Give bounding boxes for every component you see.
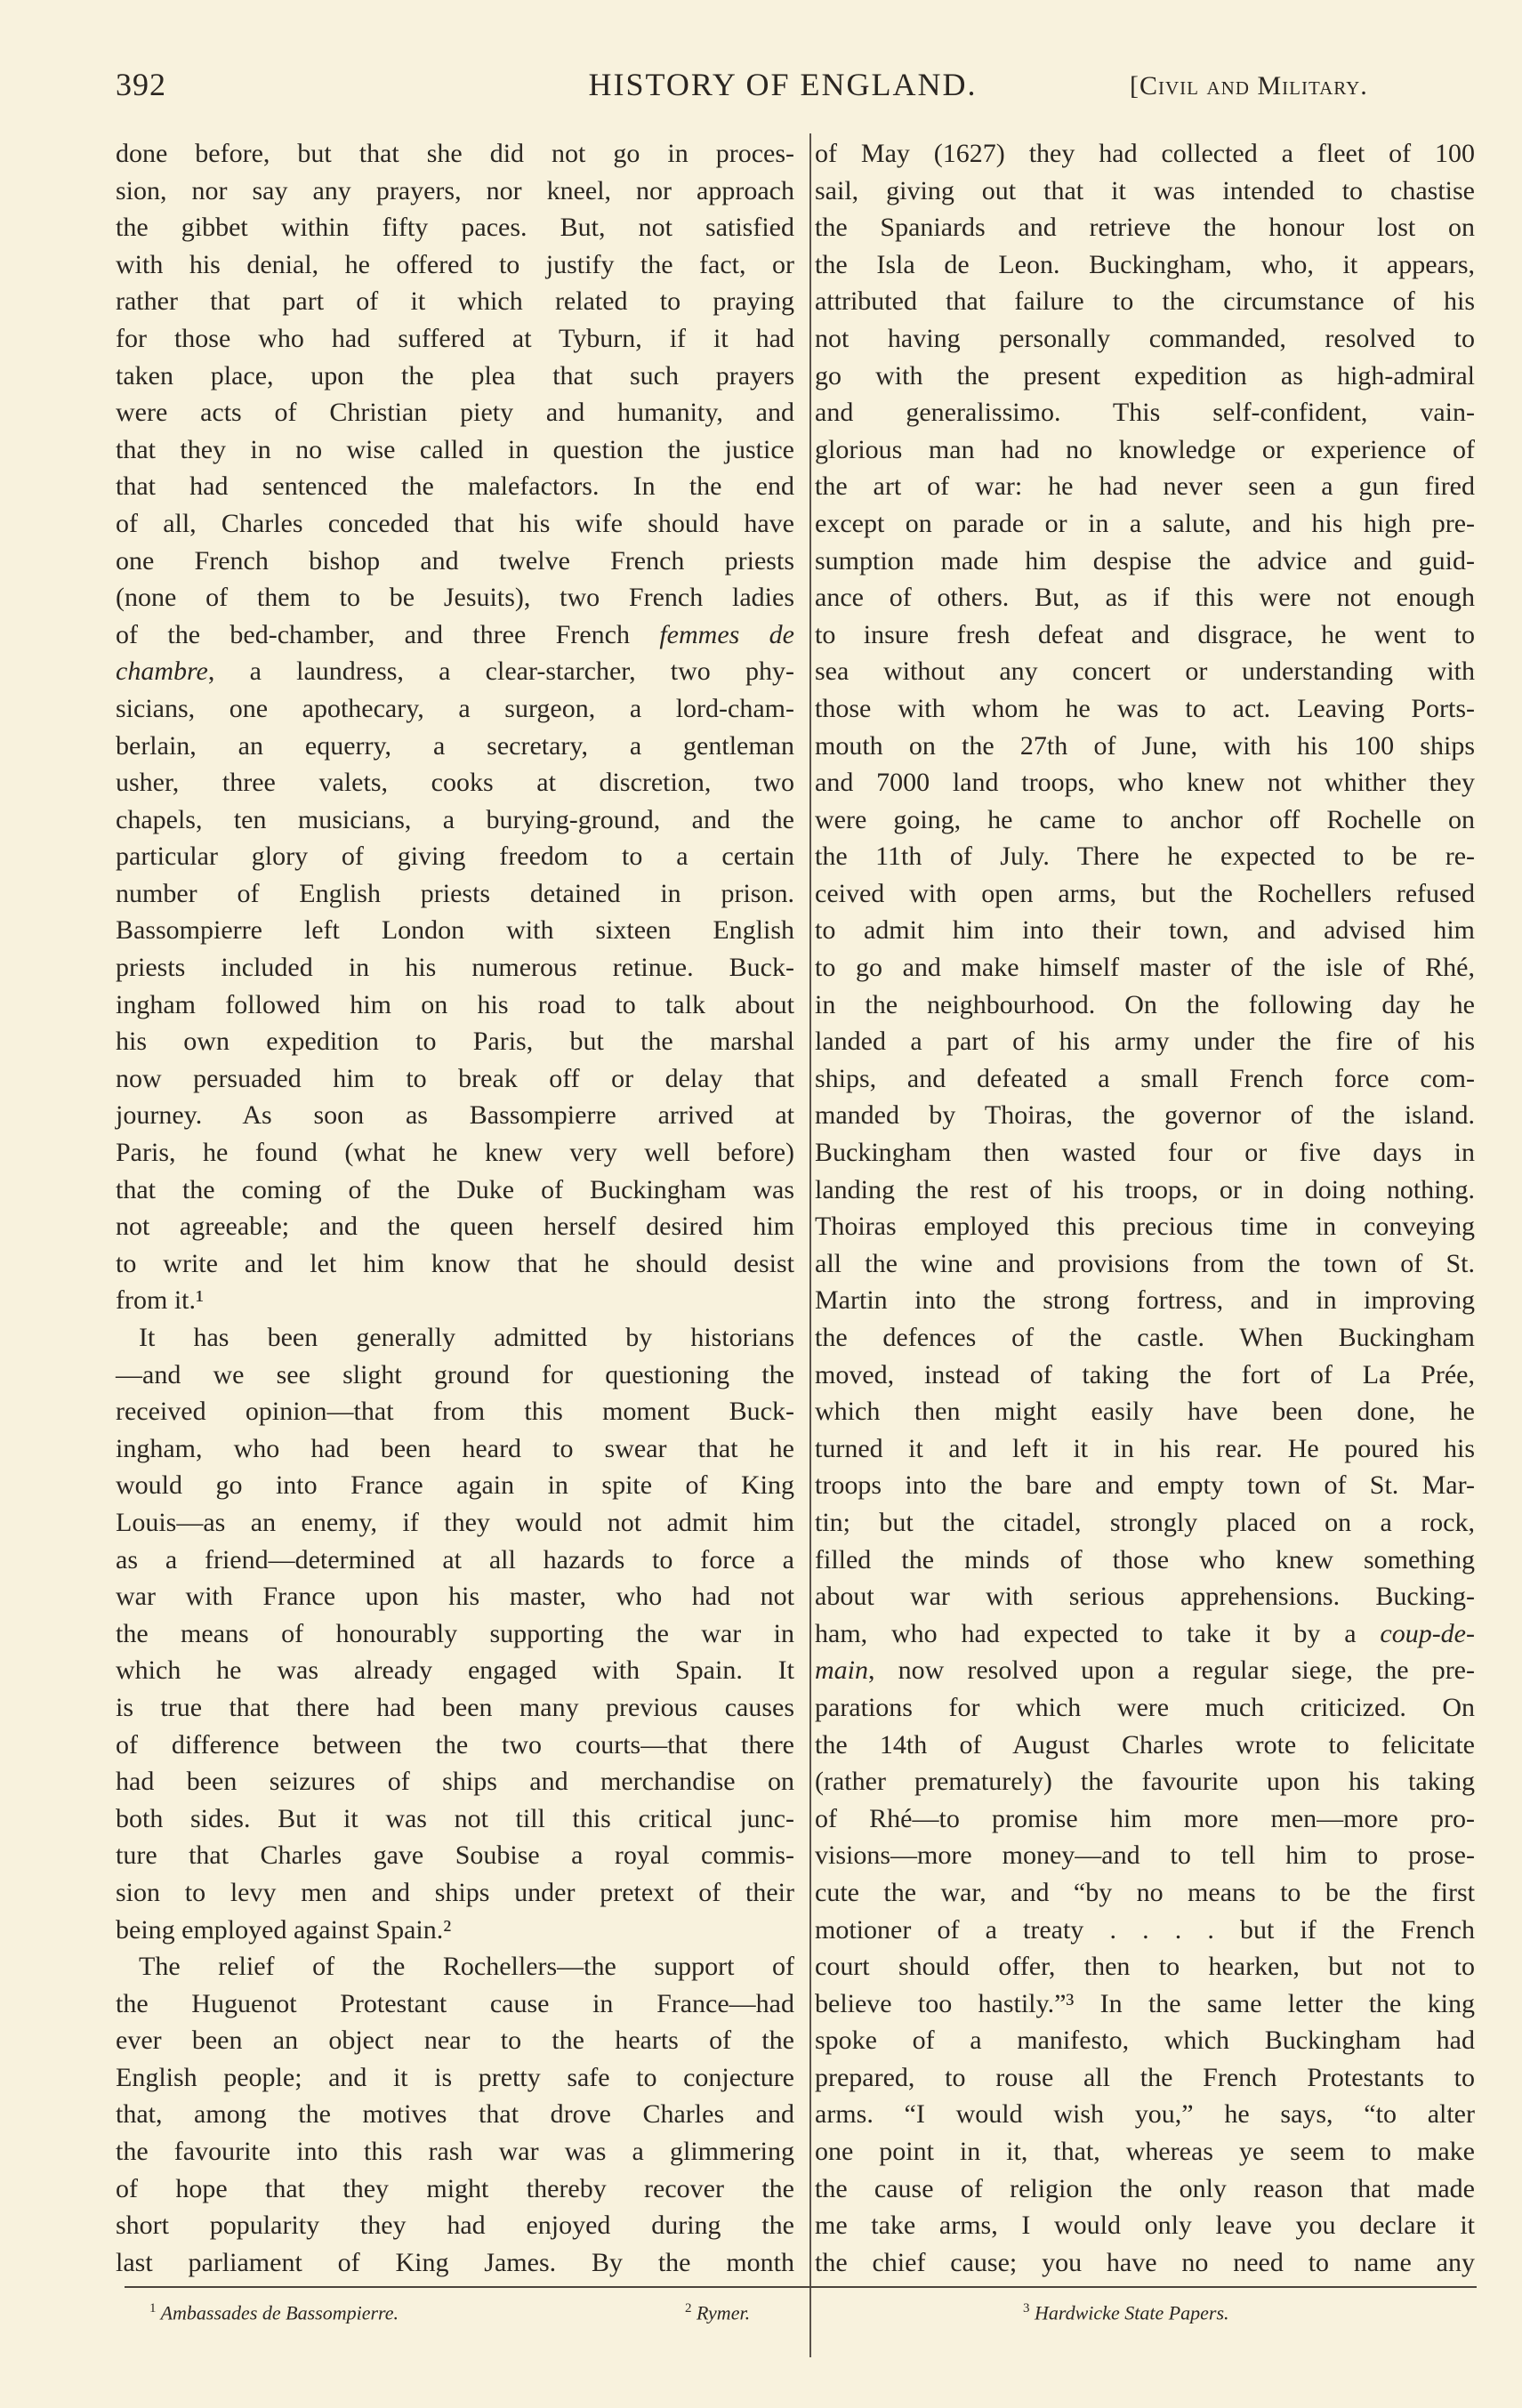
text-line: The relief of the Rochellers—the support of bbox=[139, 1952, 794, 1982]
text-line: which he was already engaged with Spain. It bbox=[116, 1655, 794, 1686]
text-line: the means of honourably supporting the war in bbox=[116, 1618, 794, 1648]
text-line: —and we see slight ground for questioning the bbox=[116, 1359, 794, 1389]
text-line: chapels, ten musicians, a burying-ground, and the bbox=[116, 804, 794, 834]
text-line: troops into the bare and empty town of St. Mar- bbox=[815, 1470, 1475, 1501]
text-line: to write and let him know that he should desist bbox=[116, 1248, 794, 1278]
text-line: ingham, who had been heard to swear that he bbox=[116, 1433, 794, 1463]
text-line: parations for which were much criticized. On bbox=[815, 1692, 1475, 1722]
text-column-left bbox=[116, 135, 794, 2281]
text-line: of Rhé—to promise him more men—more pro- bbox=[815, 1803, 1475, 1833]
text-line: the cause of religion the only reason that made bbox=[815, 2173, 1475, 2203]
running-title: HISTORY OF ENGLAND. bbox=[588, 67, 978, 102]
footnote-3 bbox=[1023, 2295, 1229, 2326]
text-line: priests included in his numerous retinue. Buck- bbox=[116, 953, 794, 983]
text-line: Paris, he found (what he knew very well before) bbox=[116, 1138, 794, 1168]
text-line: glorious man had no knowledge or experience of bbox=[815, 434, 1475, 464]
text-line: one point in it, that, whereas ye seem to make bbox=[815, 2137, 1475, 2167]
text-line: that they in no wise called in question the justice bbox=[116, 434, 794, 464]
text-line: as a friend—determined at all hazards to force a bbox=[116, 1544, 794, 1574]
footnote-mark: 3 bbox=[1023, 2301, 1030, 2315]
section-heading: [Civil and Military. bbox=[1130, 71, 1368, 101]
text-line: all the wine and provisions from the town of St. bbox=[815, 1248, 1475, 1278]
text-line: berlain, an equerry, a secretary, a gentleman bbox=[116, 730, 794, 761]
text-line: Martin into the strong fortress, and in improving bbox=[815, 1285, 1475, 1316]
text-line: the defences of the castle. When Buckingham bbox=[815, 1323, 1475, 1352]
text-line: Buckingham then wasted four or five days in bbox=[815, 1138, 1475, 1168]
text-line bbox=[815, 1652, 1475, 1689]
text-line: usher, three valets, cooks at discretion, two bbox=[116, 768, 794, 798]
text-line: the gibbet within fifty paces. But, not satisfied bbox=[116, 213, 794, 243]
text-line: sail, giving out that it was intended to chastise bbox=[815, 175, 1475, 205]
text-line: which then might easily have been done, he bbox=[815, 1397, 1475, 1427]
footnote-2 bbox=[685, 2295, 750, 2326]
column-divider bbox=[809, 133, 811, 2357]
text-line: particular glory of giving freedom to a certain bbox=[116, 842, 794, 872]
footnote-mark: 1 bbox=[149, 2301, 157, 2315]
text-line: spoke of a manifesto, which Buckingham had bbox=[815, 2025, 1475, 2056]
text-line: and 7000 land troops, who knew not whither they bbox=[815, 768, 1475, 798]
text-line: the Huguenot Protestant cause in France—had bbox=[116, 1988, 794, 2018]
text-line: to insure fresh defeat and disgrace, he went to bbox=[815, 619, 1475, 649]
text-line: last parliament of King James. By the month bbox=[116, 2247, 794, 2277]
text-line: Thoiras employed this precious time in conveying bbox=[815, 1212, 1475, 1242]
text-line: that, among the motives that drove Charles and bbox=[116, 2099, 794, 2130]
page-number: 392 bbox=[116, 67, 166, 102]
text-line: not agreeable; and the queen herself desired him bbox=[116, 1212, 794, 1242]
text-line: sion, nor say any prayers, nor kneel, nor approach bbox=[116, 175, 794, 205]
text-line: those with whom he was to act. Leaving Ports- bbox=[815, 693, 1475, 723]
text-line: of difference between the two courts—that there bbox=[116, 1729, 794, 1760]
text-line: ceived with open arms, but the Rochellers refused bbox=[815, 878, 1475, 908]
text-line: sea without any concert or understanding with bbox=[815, 656, 1475, 687]
text-line: cute the war, and “by no means to be the first bbox=[815, 1877, 1475, 1907]
text-line: taken place, upon the plea that such prayers bbox=[116, 360, 794, 391]
text-line: go with the present expedition as high-admiral bbox=[815, 360, 1475, 391]
text-line: were going, he came to anchor off Rochelle on bbox=[815, 804, 1475, 834]
text-line: received opinion—that from this moment Buck- bbox=[116, 1397, 794, 1427]
text-line: Louis—as an enemy, if they would not admit him bbox=[116, 1507, 794, 1537]
text-line: to go and make himself master of the isle of Rhé, bbox=[815, 953, 1475, 983]
text-line bbox=[815, 1615, 1475, 1653]
text-line: with his denial, he offered to justify the fact, or bbox=[116, 249, 794, 279]
text-line: of all, Charles conceded that his wife should have bbox=[116, 508, 794, 538]
text-line: prepared, to rouse all the French Protestants to bbox=[815, 2062, 1475, 2092]
text-line: (rather prematurely) the favourite upon his taking bbox=[815, 1767, 1475, 1797]
text-segment: of the bed-chamber, and three French bbox=[116, 619, 660, 649]
text-segment: , now resolved upon a regular siege, the pre- bbox=[868, 1655, 1475, 1686]
text-line: of hope that they might thereby recover the bbox=[116, 2173, 794, 2203]
text-line: about war with serious apprehensions. Bucking- bbox=[815, 1582, 1475, 1612]
footnote-text: Rymer. bbox=[697, 2301, 751, 2324]
text-line: one French bishop and twelve French priests bbox=[116, 545, 794, 576]
text-line: of May (1627) they had collected a fleet of 100 bbox=[815, 139, 1475, 168]
text-line: both sides. But it was not till this critical junc- bbox=[116, 1803, 794, 1833]
text-line: had been seizures of ships and merchandise on bbox=[116, 1767, 794, 1797]
text-line: court should offer, then to hearken, but not to bbox=[815, 1952, 1475, 1982]
text-line: that had sentenced the malefactors. In the end bbox=[116, 471, 794, 502]
text-line: ships, and defeated a small French force com- bbox=[815, 1063, 1475, 1093]
text-line: and generalissimo. This self-confident, vain- bbox=[815, 398, 1475, 428]
text-column-right bbox=[815, 135, 1475, 2281]
text-line: the 14th of August Charles wrote to felicitate bbox=[815, 1729, 1475, 1760]
text-line: sumption made him despise the advice and guid- bbox=[815, 545, 1475, 576]
text-line: arms. “I would wish you,” he says, “to alter bbox=[815, 2099, 1475, 2130]
text-line: the Isla de Leon. Buckingham, who, it appears, bbox=[815, 249, 1475, 279]
italic-text: femmes de bbox=[659, 619, 795, 649]
text-line: would go into France again in spite of King bbox=[116, 1470, 794, 1501]
text-line: not having personally commanded, resolved to bbox=[815, 323, 1475, 353]
text-line: the art of war: he had never seen a gun fired bbox=[815, 471, 1475, 502]
text-line: in the neighbourhood. On the following day he bbox=[815, 989, 1475, 1019]
text-line: motioner of a treaty . . . . but if the French bbox=[815, 1914, 1475, 1945]
text-line: attributed that failure to the circumstance of his bbox=[815, 286, 1475, 317]
text-line: ance of others. But, as if this were not enough bbox=[815, 583, 1475, 613]
text-line: the chief cause; you have no need to name any bbox=[815, 2247, 1475, 2277]
text-line: number of English priests detained in prison. bbox=[116, 878, 794, 908]
text-line: from it.¹ bbox=[116, 1285, 204, 1316]
text-segment: , a laundress, a clear-starcher, two phy- bbox=[207, 656, 794, 687]
text-line: landing the rest of his troops, or in doing nothing. bbox=[815, 1174, 1475, 1204]
text-line: ever been an object near to the hearts of the bbox=[116, 2025, 794, 2056]
footnote-rule bbox=[125, 2286, 1477, 2288]
text-line: is true that there had been many previous causes bbox=[116, 1692, 794, 1722]
text-line: manded by Thoiras, the governor of the island. bbox=[815, 1100, 1475, 1131]
text-line: the Spaniards and retrieve the honour lost on bbox=[815, 213, 1475, 243]
text-line: me take arms, I would only leave you declare it bbox=[815, 2211, 1475, 2241]
text-line: done before, but that she did not go in proces- bbox=[116, 139, 794, 168]
text-line: except on parade or in a salute, and his high pre- bbox=[815, 508, 1475, 538]
text-line: visions—more money—and to tell him to prose- bbox=[815, 1840, 1475, 1871]
text-line: being employed against Spain.² bbox=[116, 1914, 452, 1945]
text-line: short popularity they had enjoyed during the bbox=[116, 2211, 794, 2241]
text-line: war with France upon his master, who had not bbox=[116, 1582, 794, 1612]
text-line: rather that part of it which related to praying bbox=[116, 286, 794, 317]
text-line: the favourite into this rash war was a glimmering bbox=[116, 2137, 794, 2167]
text-line: to admit him into their town, and advised him bbox=[815, 915, 1475, 946]
footnote-text: Hardwicke State Papers. bbox=[1035, 2301, 1229, 2324]
italic-text: chambre bbox=[116, 656, 208, 687]
footnote-mark: 2 bbox=[685, 2301, 692, 2315]
text-line: turned it and left it in his rear. He poured his bbox=[815, 1433, 1475, 1463]
text-line: tin; but the citadel, strongly placed on a rock, bbox=[815, 1507, 1475, 1537]
italic-text: main bbox=[815, 1655, 868, 1686]
text-line: It has been generally admitted by historians bbox=[139, 1323, 794, 1352]
text-line: sicians, one apothecary, a surgeon, a lord-cham- bbox=[116, 693, 794, 723]
text-line: landed a part of his army under the fire of his bbox=[815, 1027, 1475, 1057]
text-line: sion to levy men and ships under pretext of their bbox=[116, 1877, 794, 1907]
text-line: now persuaded him to break off or delay that bbox=[116, 1063, 794, 1093]
text-line: believe too hastily.”³ In the same letter the king bbox=[815, 1988, 1475, 2018]
text-line: ingham followed him on his road to talk about bbox=[116, 989, 794, 1019]
text-line: English people; and it is pretty safe to conjecture bbox=[116, 2062, 794, 2092]
text-line: his own expedition to Paris, but the marshal bbox=[116, 1027, 794, 1057]
text-line: ture that Charles gave Soubise a royal commis- bbox=[116, 1840, 794, 1871]
text-segment: ham, who had expected to take it by a bbox=[815, 1618, 1381, 1648]
text-line: that the coming of the Duke of Buckingham was bbox=[116, 1174, 794, 1204]
text-line: the 11th of July. There he expected to be re- bbox=[815, 842, 1475, 872]
text-line: for those who had suffered at Tyburn, if it had bbox=[116, 323, 794, 353]
text-line bbox=[116, 653, 794, 690]
footnote-1 bbox=[149, 2295, 399, 2326]
italic-text: coup-de- bbox=[1380, 1618, 1475, 1648]
text-line: (none of them to be Jesuits), two French ladies bbox=[116, 583, 794, 613]
text-line: were acts of Christian piety and humanity, and bbox=[116, 398, 794, 428]
text-line: mouth on the 27th of June, with his 100 ships bbox=[815, 730, 1475, 761]
text-line: filled the minds of those who knew something bbox=[815, 1544, 1475, 1574]
text-line: Bassompierre left London with sixteen English bbox=[116, 915, 794, 946]
text-line: moved, instead of taking the fort of La Prée, bbox=[815, 1359, 1475, 1389]
footnote-text: Ambassades de Bassompierre. bbox=[160, 2301, 399, 2324]
text-line: journey. As soon as Bassompierre arrived at bbox=[116, 1100, 794, 1131]
text-line bbox=[116, 616, 794, 654]
